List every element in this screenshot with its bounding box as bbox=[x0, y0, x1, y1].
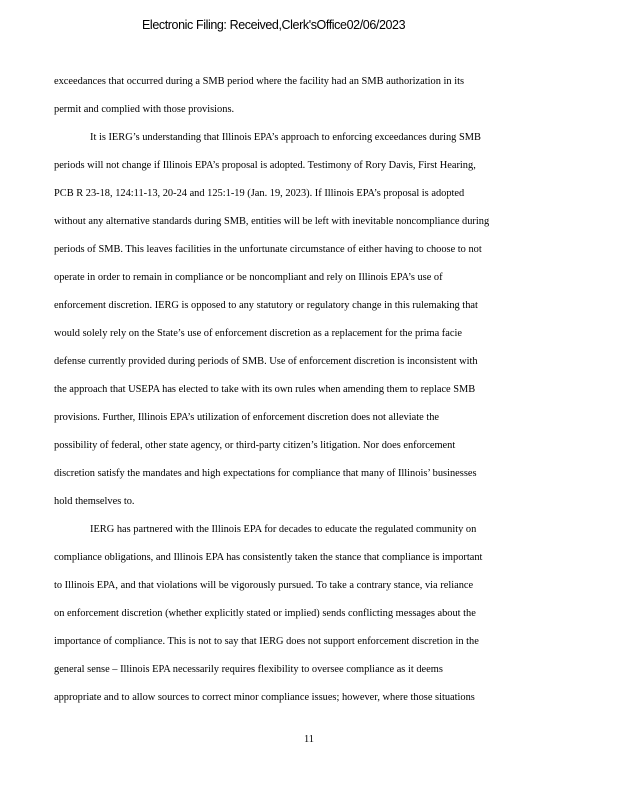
text-line: It is IERG’s understanding that Illinois EPA’s approach to enforcing exceedances during SMB bbox=[90, 132, 481, 143]
text-line: general sense – Illinois EPA necessarily requires flexibility to oversee compliance as it deems bbox=[54, 664, 443, 675]
text-line: to Illinois EPA, and that violations will be vigorously pursued. To take a contrary stance, via reliance bbox=[54, 580, 474, 591]
text-line: would solely rely on the State’s use of enforcement discretion as a replacement for the prima facie bbox=[54, 328, 462, 339]
page-number: 11 bbox=[303, 734, 314, 745]
paragraph-enforcement-approach bbox=[54, 124, 564, 516]
text-line: discretion satisfy the mandates and high expectations for compliance that many of Illinois’ businesses bbox=[54, 468, 477, 479]
text-line: provisions. Further, Illinois EPA’s utilization of enforcement discretion does not alleviate the bbox=[54, 412, 440, 423]
text-line: importance of compliance. This is not to say that IERG does not support enforcement discretion in the bbox=[54, 636, 479, 647]
text-line: on enforcement discretion (whether explicitly stated or implied) sends conflicting messages about the bbox=[54, 608, 476, 619]
text-line: possibility of federal, other state agency, or third-party citizen’s litigation. Nor does enforcement bbox=[54, 440, 456, 451]
text-line: without any alternative standards during SMB, entities will be left with inevitable noncompliance during bbox=[54, 216, 490, 227]
body-text bbox=[54, 68, 564, 712]
text-line: PCB R 23-18, 124:11-13, 20-24 and 125:1-19 (Jan. 19, 2023). If Illinois EPA’s proposal is adopted bbox=[54, 188, 465, 199]
text-line: periods of SMB. This leaves facilities in the unfortunate circumstance of either having to choose to not bbox=[54, 244, 482, 255]
text-line: IERG has partnered with the Illinois EPA for decades to educate the regulated community on bbox=[90, 524, 477, 535]
electronic-filing-stamp: Electronic Filing: Received,Clerk'sOffice02/06/2023 bbox=[142, 18, 406, 32]
paragraph-continuation bbox=[54, 68, 564, 124]
text-line: exceedances that occurred during a SMB period where the facility had an SMB authorization in its bbox=[54, 76, 465, 87]
text-line: the approach that USEPA has elected to take with its own rules when amending them to replace SMB bbox=[54, 384, 476, 395]
paragraph-partnership bbox=[54, 516, 564, 712]
text-line: defense currently provided during periods of SMB. Use of enforcement discretion is inconsistent with bbox=[54, 356, 478, 367]
text-line: permit and complied with those provisions. bbox=[54, 104, 235, 115]
text-line: enforcement discretion. IERG is opposed to any statutory or regulatory change in this rulemaking that bbox=[54, 300, 478, 311]
text-line: periods will not change if Illinois EPA’s proposal is adopted. Testimony of Rory Davis, First Hearing, bbox=[54, 160, 476, 171]
text-line: appropriate and to allow sources to correct minor compliance issues; however, where those situations bbox=[54, 692, 475, 703]
text-line: hold themselves to. bbox=[54, 496, 135, 507]
text-line: operate in order to remain in compliance or be noncompliant and rely on Illinois EPA’s use of bbox=[54, 272, 443, 283]
text-line: compliance obligations, and Illinois EPA has consistently taken the stance that compliance is important bbox=[54, 552, 483, 563]
